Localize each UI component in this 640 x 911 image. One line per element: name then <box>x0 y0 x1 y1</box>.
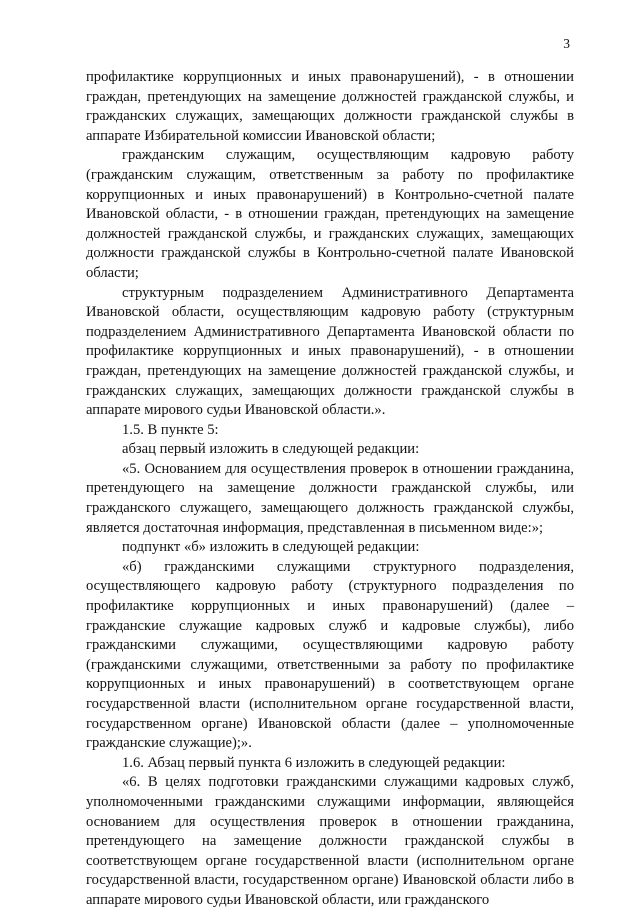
paragraph: 1.6. Абзац первый пункта 6 изложить в следующей редакции: <box>122 754 506 771</box>
paragraph: структурным подразделением Административного Департамента Ивановской области, осуществляющим кадровую работу (структурным подразделением Административного Департамента Ивановской области по профилактике коррупционных и иных правонарушений), - в отношении граждан, претендующих на замещение должностей гражданской службы, и гражданских служащих, замещающих должности гражданской службы в аппарате мирового судьи Ивановской области.». <box>86 284 574 419</box>
paragraph: «5. Основанием для осуществления проверок в отношении гражданина, претендующего на замещение должности гражданской службы, или гражданского служащего, замещающего должность гражданской службы, является достаточная информация, представленная в письменном виде:»; <box>86 460 574 536</box>
paragraph: профилактике коррупционных и иных правонарушений), - в отношении граждан, претендующих на замещение должностей гражданской службы, и гражданских служащих, замещающих должности гражданской службы в аппарате Избирательной комиссии Ивановской области; <box>86 69 574 144</box>
page-number: 3 <box>563 36 570 51</box>
paragraph: гражданским служащим, осуществляющим кадровую работу (гражданским служащим, ответственным за работу по профилактике коррупционных и иных правонарушений) в Контрольно-счетной палате Ивановской области, - в отношении граждан, претендующих на замещение должностей гражданской службы, и гражданских служащих, замещающих должности гражданской службы в Контрольно-счетной палате Ивановской области; <box>86 147 574 281</box>
paragraph: абзац первый изложить в следующей редакции: <box>122 441 420 458</box>
paragraph: подпункт «б» изложить в следующей редакции: <box>122 539 420 556</box>
paragraph: «б) гражданскими служащими структурного подразделения, осуществляющего кадровую работу (структурного подразделения по профилактике коррупционных и иных правонарушений) (далее – гражданские служащие кадровых служб и кадровые службы), либо гражданскими служащими, осуществляющими кадровую работу (гражданскими служащими, ответственными за работу по профилактике коррупционных и иных правонарушений) в соответствующем органе государственной власти (исполнительном органе государственной власти, государственном органе) Ивановской области (далее – уполномоченные гражданские служащие);». <box>86 558 574 752</box>
paragraph: 1.5. В пункте 5: <box>122 421 219 438</box>
paragraph: «6. В целях подготовки гражданскими служащими кадровых служб, уполномоченными гражданскими служащими информации, являющейся основанием для осуществления проверок в отношении гражданина, претендующего на замещение должности гражданской службы в соответствующем органе государственной власти (исполнительном органе государственной власти, государственном органе) Ивановской области либо в аппарате мирового судьи Ивановской области, или гражданского <box>86 774 574 908</box>
document-body <box>86 68 574 911</box>
